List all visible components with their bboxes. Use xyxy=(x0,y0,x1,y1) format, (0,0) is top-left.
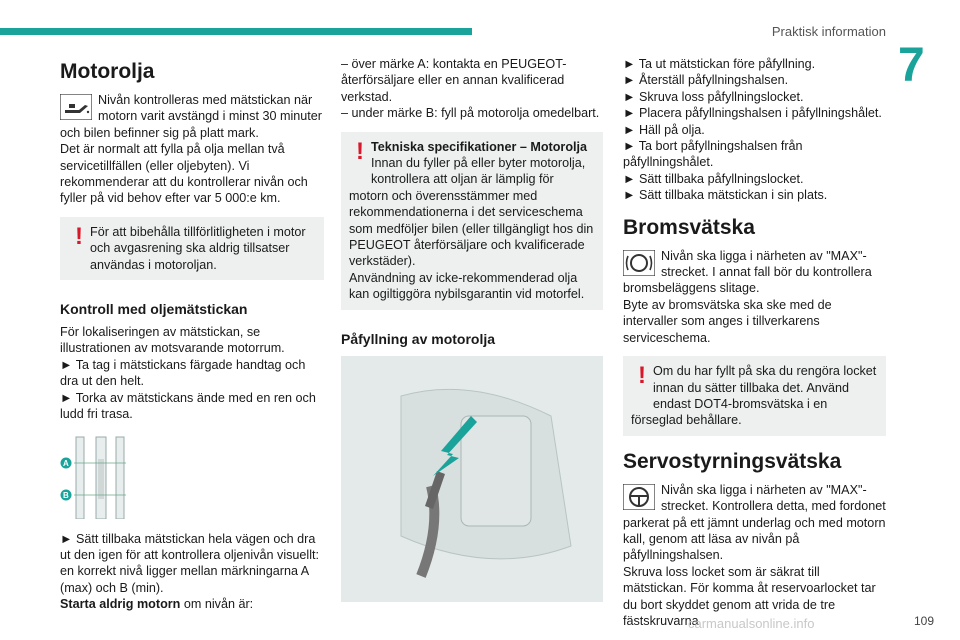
servo-text: Nivån ska ligga i närheten av "MAX"-strecket. Kontrollera detta, med fordonet parkerat på ett jämnt underlag och med motorn kall, genom att läsa av nivån på påfyllningshalsen. xyxy=(623,482,886,563)
dipstick-illustration xyxy=(60,433,200,519)
refill-step-6: ► Ta bort påfyllningshalsen från påfyllningshålet. xyxy=(623,139,803,170)
column-left xyxy=(60,56,324,613)
spec-box xyxy=(341,132,603,310)
oil-filler-drawing xyxy=(341,356,603,602)
steering-wheel-icon xyxy=(623,484,655,510)
column-right xyxy=(623,56,886,629)
refill-step-4: ► Placera påfyllningshalsen i påfyllningshålet. xyxy=(623,106,882,121)
spec-text-2: Användning av icke-rekommenderad olja kan ogiltiggöra nybilsgarantin vid motorfel. xyxy=(349,270,585,302)
subheading-dipstick: Kontroll med oljemätstickan xyxy=(60,301,248,318)
engine-illustration xyxy=(341,356,603,602)
intro-line-1: Nivån kontrolleras med mätstickan när motorn varit avstängd i minst 30 minuter och bilen befinner sig på platt mark. xyxy=(60,93,322,140)
refill-step-7: ► Sätt tillbaka påfyllningslocket. xyxy=(623,171,804,186)
step-3: ► Torka av mätstickans ände med en ren och ludd fri trasa. xyxy=(60,390,316,422)
section-title: Praktisk information xyxy=(771,24,886,39)
under-mark-b: – under märke B: fyll på motorolja omedelbart. xyxy=(341,106,600,121)
dipstick-figure xyxy=(60,433,324,519)
warning-icon: ! xyxy=(638,362,646,390)
brake-warning-text: Om du har fyllt på ska du rengöra locket innan du sätter tillbaka det. Använd endast DOT4-bromsvätska i en förseglad behållare. xyxy=(631,364,877,428)
refill-step-3: ► Skruva loss påfyllningslocket. xyxy=(623,89,804,104)
brake-text: Nivån ska ligga i närheten av "MAX"-strecket. I annat fall bör du kontrollera bromsbeläggens slitage. xyxy=(623,248,872,296)
spec-title: Tekniska specifikationer – Motorolja xyxy=(371,139,588,154)
oil-can-icon xyxy=(60,94,92,120)
warning-icon: ! xyxy=(75,222,83,250)
heading-bromsvatska: Bromsvätska xyxy=(623,215,755,239)
heading-motorolja: Motorolja xyxy=(60,60,155,83)
brake-fluid-icon xyxy=(623,250,655,276)
top-accent-bar xyxy=(0,28,472,35)
column-middle xyxy=(341,56,603,602)
step-1: För lokaliseringen av mätstickan, se illustrationen av motsvarande motorrum. xyxy=(60,325,285,356)
final-bold: Starta aldrig motorn xyxy=(60,597,181,612)
subheading-refill: Påfyllning av motorolja xyxy=(341,330,496,347)
warning-box xyxy=(60,217,324,280)
step-2: ► Ta tag i mätstickans färgade handtag och dra ut den helt. xyxy=(60,357,306,389)
servo-paragraph xyxy=(623,482,886,630)
warning-text: För att bibehålla tillförlitligheten i motor och avgasrening ska aldrig tillsatser användas i motoroljan. xyxy=(90,224,306,272)
warning-icon: ! xyxy=(356,137,364,165)
brake-warning-box xyxy=(623,356,886,436)
final-line xyxy=(60,596,324,612)
label-b: B xyxy=(63,490,69,500)
after-figure-text: ► Sätt tillbaka mätstickan hela vägen och dra ut den igen för att kontrollera oljenivån visuellt: en korrekt nivå ligger mellan märkningarna A (max) och B (min). xyxy=(60,531,320,595)
brake-paragraph xyxy=(623,248,886,346)
servo-text-2: Skruva loss locket som är säkrat till mätstickan. För komma åt reservoarlocket tar du bort skyddet genom att vrida de tre fästskruvarna xyxy=(623,564,876,628)
spec-text: Innan du fyller på eller byter motorolja, kontrollera att oljan är lämplig för motorn och överensstämmer med rekommendationerna i det serviceschema som medföljer bilen (eller tillgängligt hos din PEUGEOT återförsäljare och kvalificerade verkstäder). xyxy=(349,156,594,269)
intro-paragraph xyxy=(60,92,324,207)
over-mark-a: – över märke A: kontakta en PEUGEOT-återförsäljare eller en annan kvalificerad verkstad. xyxy=(341,57,567,104)
chapter-number: 7 xyxy=(898,39,925,92)
watermark: carmanualsonline.info xyxy=(688,616,815,631)
refill-step-1: ► Ta ut mätstickan före påfyllning. xyxy=(623,57,816,71)
refill-step-8: ► Sätt tillbaka mätstickan i sin plats. xyxy=(623,188,828,203)
refill-step-5: ► Häll på olja. xyxy=(623,122,705,137)
final-rest: om nivån är: xyxy=(180,597,254,612)
refill-step-2: ► Återställ påfyllningshalsen. xyxy=(623,73,789,88)
label-a: A xyxy=(63,458,69,468)
heading-servo: Servostyrningsvätska xyxy=(623,449,842,473)
brake-text-2: Byte av bromsvätska ska ske med de intervaller som anges i tillverkarens serviceschema. xyxy=(623,297,832,345)
intro-line-2: Det är normalt att fylla på olja mellan två servicetillfällen (eller oljebyten). Vi rekommenderar att du kontrollerar nivån och fyller på vid behov efter var 5 000:e km. xyxy=(60,142,308,206)
page-number: 109 xyxy=(914,614,935,628)
